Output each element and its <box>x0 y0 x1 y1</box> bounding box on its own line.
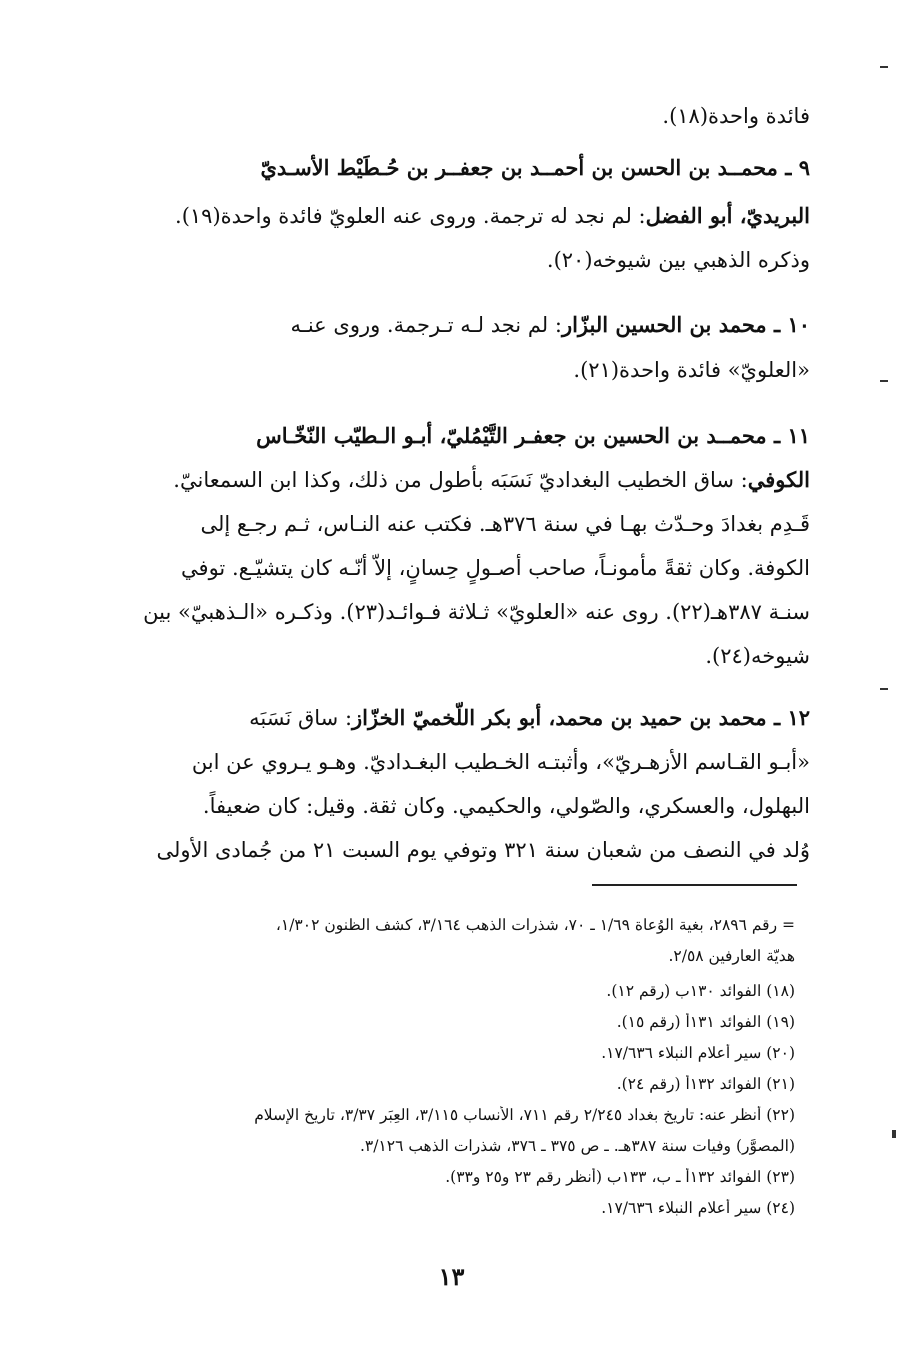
text-line: سنـة ٣٨٧هـ(٢٢). روى عنه «العلويّ» ثـلاثة فـوائـد(٢٣). وذكـره «الـذهبيّ» بين <box>143 600 810 624</box>
text-line: ١٠ ـ محمد بن الحسين البزّار: لم نجد لـه تـرجمة. وروى عنـه <box>290 312 810 337</box>
margin-mark <box>880 66 888 68</box>
footnote-line: (٢٢) أنظر عنه: تاريخ بغداد ٢/٢٤٥ رقم ٧١١، الأنساب ٣/١١٥، العِبَر ٣/٣٧، تاريخ الإسلام <box>254 1106 795 1124</box>
footnote-line: (٢٣) الفوائد ١٣٢أ ـ ب، ١٣٣ب (أنظر رقم ٢٣ و٢٥ و٣٣). <box>445 1168 795 1186</box>
text-line: وذكره الذهبي بين شيوخه(٢٠). <box>546 248 810 272</box>
footnote-line: = رقم ٢٨٩٦، بغية الوُعاة ١/٦٩ ـ ٧٠، شذرات الذهب ٣/١٦٤، كشف الظنون ١/٣٠٢، <box>275 916 795 934</box>
margin-mark <box>880 380 888 382</box>
text-line: قَـدِم بغدادَ وحـدّث بهـا في سنة ٣٧٦هـ. فكتب عنه النـاس، ثـم رجـع إلى <box>200 512 810 536</box>
text-line: البهلول، والعسكري، والصّولي، والحكيمي. وكان ثقة. وقيل: كان ضعيفاً. <box>202 794 810 818</box>
footnote-line: (المصوَّر) وفيات سنة ٣٨٧هـ. ـ ص ٣٧٥ ـ ٣٧٦، شذرات الذهب ٣/١٢٦. <box>359 1137 795 1155</box>
margin-mark <box>892 1130 896 1138</box>
footnote-line: هديّة العارفين ٢/٥٨. <box>668 947 795 965</box>
footnote-line: (١٩) الفوائد ١٣١أ (رقم ١٥). <box>616 1013 795 1031</box>
text-line: الكوفي: ساق الخطيب البغداديّ نَسَبَه بأطول من ذلك، وكذا ابن السمعانيّ. <box>173 467 810 492</box>
text-line: وُلد في النصف من شعبان سنة ٣٢١ وتوفي يوم السبت ٢١ من جُمادى الأولى <box>156 838 810 862</box>
text-line: ٩ ـ محمــد بن الحسن بن أحمــد بن جعفــر بن حُـطَيْط الأسـديّ <box>260 155 810 180</box>
margin-mark <box>880 688 888 690</box>
text-line: شيوخه(٢٤). <box>705 644 810 668</box>
text-line: «العلويّ» فائدة واحدة(٢١). <box>573 358 810 382</box>
text-line: البريديّ، أبو الفضل: لم نجد له ترجمة. وروى عنه العلويّ فائدة واحدة(١٩). <box>175 203 810 228</box>
text-line: فائدة واحدة(١٨). <box>662 104 810 128</box>
footnote-line: (٢٤) سير أعلام النبلاء ١٧/٦٣٦. <box>601 1199 795 1217</box>
footnote-line: (٢١) الفوائد ١٣٢أ (رقم ٢٤). <box>616 1075 795 1093</box>
text-line: الكوفة. وكان ثقةً مأمونـاً، صاحب أصـولٍ حِسانٍ، إلاّ أنّـه كان يتشيّـع. توفي <box>181 556 810 580</box>
page-number: ١٣ <box>438 1262 465 1291</box>
text-line: «أبـو القـاسم الأزهـريّ»، وأثبتـه الخـطيب البغـداديّ. وهـو يـروي عن ابن <box>191 750 810 774</box>
text-line: ١٢ ـ محمد بن حميد بن محمد، أبو بكر اللّخميّ الخزّاز: ساق نَسَبَه <box>249 705 810 730</box>
footnote-line: (٢٠) سير أعلام النبلاء ١٧/٦٣٦. <box>601 1044 795 1062</box>
text-line: ١١ ـ محمــد بن الحسين بن جعفـر التَّيْمُليّ، أبـو الـطيّب النّخّـاس <box>256 423 810 448</box>
footnote-divider <box>592 884 797 886</box>
footnote-line: (١٨) الفوائد ١٣٠ب (رقم ١٢). <box>606 982 795 1000</box>
